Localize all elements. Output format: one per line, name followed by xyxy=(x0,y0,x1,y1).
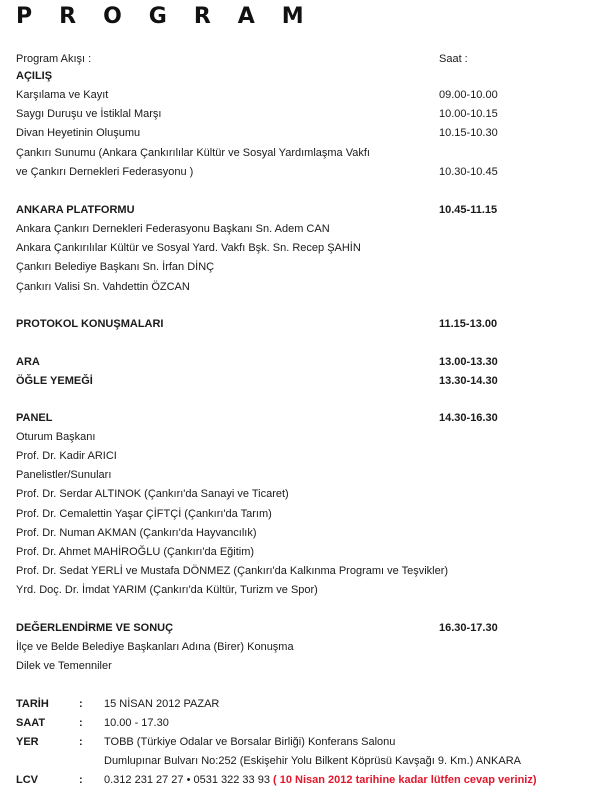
list-item: Prof. Dr. Cemalettin Yaşar ÇİFTÇİ (Çankırı'da Tarım) xyxy=(16,508,272,520)
schedule-time: 10.15-10.30 xyxy=(439,127,498,139)
list-item: Prof. Dr. Ahmet MAHİROĞLU (Çankırı'da Eğitim) xyxy=(16,546,255,558)
list-item: Ankara Çankırı Dernekleri Federasyonu Başkanı Sn. Adem CAN xyxy=(16,223,330,235)
page-title: PROGRAM xyxy=(16,4,331,29)
lcv-label: LCV xyxy=(16,774,38,786)
section-degerlendirme-heading: DEĞERLENDİRME VE SONUÇ xyxy=(16,622,174,634)
section-ankara-time: 10.45-11.15 xyxy=(439,204,498,216)
tarih-value: 15 NİSAN 2012 PAZAR xyxy=(104,698,220,710)
tarih-label: TARİH xyxy=(16,698,49,710)
list-item: Prof. Dr. Sedat YERLİ ve Mustafa DÖNMEZ (Çankırı'da Kalkınma Programı ve Teşvikler) xyxy=(16,565,449,577)
lcv-colon: : xyxy=(79,774,83,786)
yer-colon: : xyxy=(79,736,83,748)
yer-label: YER xyxy=(16,736,39,748)
schedule-time: 10.00-10.15 xyxy=(439,108,498,120)
saat-label: SAAT xyxy=(16,717,46,729)
lcv-phone: 0.312 231 27 27 • 0531 322 33 93 xyxy=(104,774,270,786)
lcv-value xyxy=(104,773,537,787)
section-degerlendirme-time: 16.30-17.30 xyxy=(439,622,498,634)
list-item: Çankırı Belediye Başkanı Sn. İrfan DİNÇ xyxy=(16,261,215,273)
section-ara-heading: ARA xyxy=(16,356,40,368)
list-item: Prof. Dr. Numan AKMAN (Çankırı'da Hayvancılık) xyxy=(16,527,257,539)
saat-value: 10.00 - 17.30 xyxy=(104,717,169,729)
section-panel-time: 14.30-16.30 xyxy=(439,412,498,424)
list-item: Prof. Dr. Serdar ALTINOK (Çankırı'da Sanayi ve Ticaret) xyxy=(16,488,289,500)
list-item: İlçe ve Belde Belediye Başkanları Adına (Birer) Konuşma xyxy=(16,641,294,653)
list-item: Prof. Dr. Kadir ARICI xyxy=(16,450,117,462)
list-item: Yrd. Doç. Dr. İmdat YARIM (Çankırı'da Kültür, Turizm ve Spor) xyxy=(16,584,318,596)
schedule-item: Saygı Duruşu ve İstiklal Marşı xyxy=(16,108,162,120)
yer-address: Dumlupınar Bulvarı No:252 (Eskişehir Yolu Bilkent Köprüsü Kavşağı 9. Km.) ANKARA xyxy=(104,755,521,767)
list-item: Çankırı Valisi Sn. Vahdettin ÖZCAN xyxy=(16,281,190,293)
schedule-item: ve Çankırı Dernekleri Federasyonu ) xyxy=(16,166,194,178)
schedule-item: Divan Heyetinin Oluşumu xyxy=(16,127,141,139)
section-acilis-heading: AÇILIŞ xyxy=(16,70,53,82)
list-item: Dilek ve Temenniler xyxy=(16,660,112,672)
saat-colon: : xyxy=(79,717,83,729)
lcv-note: ( 10 Nisan 2012 tarihine kadar lütfen cevap veriniz) xyxy=(273,774,537,786)
schedule-item: Karşılama ve Kayıt xyxy=(16,89,109,101)
tarih-colon: : xyxy=(79,698,83,710)
time-header-label: Saat : xyxy=(439,53,468,65)
program-header-label: Program Akışı : xyxy=(16,53,92,65)
section-protokol-heading: PROTOKOL KONUŞMALARI xyxy=(16,318,164,330)
schedule-time: 10.30-10.45 xyxy=(439,166,498,178)
section-ankara-heading: ANKARA PLATFORMU xyxy=(16,204,135,216)
list-item: Panelistler/Sunuları xyxy=(16,469,112,481)
section-ogle-heading: ÖĞLE YEMEĞİ xyxy=(16,375,93,387)
yer-value: TOBB (Türkiye Odalar ve Borsalar Birliği) Konferans Salonu xyxy=(104,736,396,748)
section-ogle-time: 13.30-14.30 xyxy=(439,375,498,387)
section-ara-time: 13.00-13.30 xyxy=(439,356,498,368)
list-item: Oturum Başkanı xyxy=(16,431,96,443)
schedule-item: Çankırı Sunumu (Ankara Çankırılılar Kültür ve Sosyal Yardımlaşma Vakfı xyxy=(16,147,370,159)
section-protokol-time: 11.15-13.00 xyxy=(439,318,498,330)
section-panel-heading: PANEL xyxy=(16,412,53,424)
schedule-time: 09.00-10.00 xyxy=(439,89,498,101)
list-item: Ankara Çankırılılar Kültür ve Sosyal Yard. Vakfı Bşk. Sn. Recep ŞAHİN xyxy=(16,242,361,254)
